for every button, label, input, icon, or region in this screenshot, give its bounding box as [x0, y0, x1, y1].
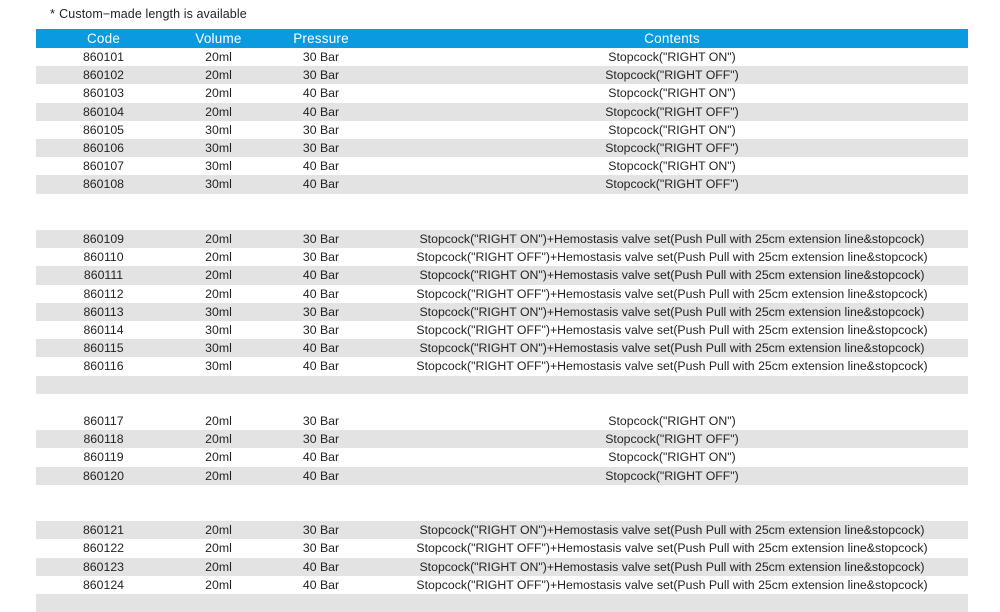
cell-volume: 20ml: [171, 66, 266, 84]
table-spacer-row: [36, 194, 968, 212]
table-row: [36, 248, 968, 266]
cell-volume: 20ml: [171, 448, 266, 466]
cell-code: 860113: [36, 303, 171, 321]
cell-volume: [171, 485, 266, 503]
cell-volume: 20ml: [171, 230, 266, 248]
table-row: [36, 576, 968, 594]
table-row: [36, 448, 968, 466]
table-row: [36, 121, 968, 139]
cell-code: 860112: [36, 285, 171, 303]
cell-volume: 30ml: [171, 303, 266, 321]
cell-code: 860118: [36, 430, 171, 448]
cell-contents: Stopcock("RIGHT ON")+Hemostasis valve set(Push Pull with 25cm extension line&stopcock): [376, 230, 968, 248]
custom-length-note-text: Custom−made length is available: [59, 7, 247, 21]
cell-volume: 30ml: [171, 339, 266, 357]
cell-pressure: 40 Bar: [266, 558, 376, 576]
cell-volume: [171, 212, 266, 230]
cell-code: 860108: [36, 175, 171, 193]
table-row: [36, 430, 968, 448]
cell-code: [36, 194, 171, 212]
cell-volume: 20ml: [171, 248, 266, 266]
cell-contents: Stopcock("RIGHT ON")+Hemostasis valve set(Push Pull with 25cm extension line&stopcock): [376, 303, 968, 321]
cell-contents: [376, 376, 968, 394]
cell-volume: 20ml: [171, 467, 266, 485]
cell-volume: 20ml: [171, 576, 266, 594]
cell-code: [36, 394, 171, 412]
table-body: [36, 48, 968, 612]
table-spacer-row: [36, 594, 968, 612]
cell-pressure: 30 Bar: [266, 48, 376, 66]
cell-pressure: 40 Bar: [266, 103, 376, 121]
cell-pressure: 30 Bar: [266, 412, 376, 430]
table-row: [36, 266, 968, 284]
cell-contents: Stopcock("RIGHT OFF"): [376, 175, 968, 193]
cell-pressure: [266, 594, 376, 612]
cell-volume: 20ml: [171, 266, 266, 284]
cell-pressure: [266, 194, 376, 212]
cell-code: 860120: [36, 467, 171, 485]
table-row: [36, 285, 968, 303]
table-spacer-row: [36, 212, 968, 230]
cell-pressure: 30 Bar: [266, 321, 376, 339]
cell-pressure: 40 Bar: [266, 576, 376, 594]
table-row: [36, 339, 968, 357]
cell-volume: 20ml: [171, 539, 266, 557]
table-header-row: [36, 29, 968, 48]
cell-volume: [171, 376, 266, 394]
table-row: [36, 412, 968, 430]
cell-pressure: 40 Bar: [266, 339, 376, 357]
cell-volume: 20ml: [171, 285, 266, 303]
table-header: [36, 29, 968, 48]
cell-contents: Stopcock("RIGHT ON")+Hemostasis valve set(Push Pull with 25cm extension line&stopcock): [376, 521, 968, 539]
cell-pressure: 30 Bar: [266, 430, 376, 448]
cell-code: [36, 212, 171, 230]
cell-pressure: 30 Bar: [266, 230, 376, 248]
cell-code: 860111: [36, 266, 171, 284]
table-row: [36, 303, 968, 321]
cell-contents: Stopcock("RIGHT OFF"): [376, 139, 968, 157]
cell-volume: 20ml: [171, 521, 266, 539]
cell-volume: [171, 594, 266, 612]
cell-pressure: 30 Bar: [266, 539, 376, 557]
cell-code: 860121: [36, 521, 171, 539]
cell-volume: 30ml: [171, 321, 266, 339]
table-row: [36, 539, 968, 557]
table-row: [36, 357, 968, 375]
cell-pressure: 30 Bar: [266, 121, 376, 139]
cell-code: [36, 376, 171, 394]
table-row: [36, 321, 968, 339]
cell-volume: 20ml: [171, 412, 266, 430]
table-spacer-row: [36, 503, 968, 521]
cell-code: 860110: [36, 248, 171, 266]
column-header-volume: Volume: [171, 29, 266, 48]
cell-pressure: 30 Bar: [266, 66, 376, 84]
cell-pressure: 30 Bar: [266, 521, 376, 539]
cell-code: 860101: [36, 48, 171, 66]
cell-code: 860102: [36, 66, 171, 84]
cell-volume: 30ml: [171, 157, 266, 175]
cell-contents: [376, 212, 968, 230]
cell-volume: 20ml: [171, 430, 266, 448]
cell-code: [36, 485, 171, 503]
cell-code: 860107: [36, 157, 171, 175]
cell-volume: 20ml: [171, 103, 266, 121]
table-row: [36, 230, 968, 248]
cell-contents: Stopcock("RIGHT OFF"): [376, 66, 968, 84]
cell-contents: Stopcock("RIGHT OFF")+Hemostasis valve set(Push Pull with 25cm extension line&stopcock): [376, 285, 968, 303]
table-row: [36, 157, 968, 175]
cell-code: 860117: [36, 412, 171, 430]
cell-contents: [376, 194, 968, 212]
table-row: [36, 558, 968, 576]
cell-volume: 30ml: [171, 121, 266, 139]
cell-code: 860115: [36, 339, 171, 357]
table-row: [36, 48, 968, 66]
cell-contents: Stopcock("RIGHT OFF"): [376, 430, 968, 448]
table-row: [36, 84, 968, 102]
cell-pressure: 40 Bar: [266, 357, 376, 375]
cell-code: [36, 503, 171, 521]
cell-volume: 30ml: [171, 175, 266, 193]
cell-pressure: 40 Bar: [266, 467, 376, 485]
cell-code: 860122: [36, 539, 171, 557]
cell-volume: 20ml: [171, 558, 266, 576]
cell-contents: Stopcock("RIGHT ON"): [376, 121, 968, 139]
cell-contents: Stopcock("RIGHT ON")+Hemostasis valve set(Push Pull with 25cm extension line&stopcock): [376, 266, 968, 284]
cell-pressure: 30 Bar: [266, 139, 376, 157]
cell-code: [36, 594, 171, 612]
cell-code: 860103: [36, 84, 171, 102]
cell-code: 860114: [36, 321, 171, 339]
cell-code: 860105: [36, 121, 171, 139]
cell-volume: 20ml: [171, 48, 266, 66]
cell-contents: Stopcock("RIGHT OFF")+Hemostasis valve set(Push Pull with 25cm extension line&stopcock): [376, 357, 968, 375]
cell-contents: Stopcock("RIGHT ON"): [376, 84, 968, 102]
cell-volume: 30ml: [171, 139, 266, 157]
cell-contents: Stopcock("RIGHT ON"): [376, 448, 968, 466]
table-spacer-row: [36, 394, 968, 412]
cell-code: 860124: [36, 576, 171, 594]
table-spacer-row: [36, 485, 968, 503]
cell-contents: Stopcock("RIGHT ON")+Hemostasis valve set(Push Pull with 25cm extension line&stopcock): [376, 558, 968, 576]
cell-code: 860104: [36, 103, 171, 121]
cell-contents: Stopcock("RIGHT ON"): [376, 412, 968, 430]
table-row: [36, 139, 968, 157]
cell-contents: [376, 394, 968, 412]
cell-code: 860123: [36, 558, 171, 576]
asterisk-icon: *: [50, 6, 56, 21]
cell-contents: Stopcock("RIGHT OFF"): [376, 103, 968, 121]
cell-contents: Stopcock("RIGHT OFF")+Hemostasis valve set(Push Pull with 25cm extension line&stopcock): [376, 576, 968, 594]
cell-contents: [376, 503, 968, 521]
cell-code: 860109: [36, 230, 171, 248]
cell-contents: Stopcock("RIGHT OFF")+Hemostasis valve set(Push Pull with 25cm extension line&stopcock): [376, 248, 968, 266]
cell-volume: 30ml: [171, 357, 266, 375]
cell-pressure: [266, 485, 376, 503]
product-code-table: [36, 29, 968, 612]
cell-pressure: 30 Bar: [266, 248, 376, 266]
cell-pressure: [266, 376, 376, 394]
cell-code: 860106: [36, 139, 171, 157]
cell-pressure: 40 Bar: [266, 448, 376, 466]
cell-volume: [171, 394, 266, 412]
column-header-contents: Contents: [376, 29, 968, 48]
cell-pressure: 40 Bar: [266, 285, 376, 303]
table-row: [36, 467, 968, 485]
cell-pressure: [266, 394, 376, 412]
cell-contents: Stopcock("RIGHT ON"): [376, 157, 968, 175]
cell-pressure: 30 Bar: [266, 303, 376, 321]
table-spacer-row: [36, 376, 968, 394]
cell-volume: [171, 194, 266, 212]
cell-contents: Stopcock("RIGHT OFF")+Hemostasis valve set(Push Pull with 25cm extension line&stopcock): [376, 539, 968, 557]
custom-length-note: [50, 6, 247, 21]
cell-pressure: [266, 503, 376, 521]
cell-pressure: 40 Bar: [266, 157, 376, 175]
cell-code: 860116: [36, 357, 171, 375]
cell-contents: Stopcock("RIGHT OFF")+Hemostasis valve set(Push Pull with 25cm extension line&stopcock): [376, 321, 968, 339]
table-row: [36, 175, 968, 193]
column-header-code: Code: [36, 29, 171, 48]
cell-volume: [171, 503, 266, 521]
cell-volume: 20ml: [171, 84, 266, 102]
table-row: [36, 103, 968, 121]
cell-contents: [376, 594, 968, 612]
cell-pressure: 40 Bar: [266, 266, 376, 284]
cell-pressure: 40 Bar: [266, 84, 376, 102]
cell-contents: Stopcock("RIGHT ON")+Hemostasis valve set(Push Pull with 25cm extension line&stopcock): [376, 339, 968, 357]
cell-code: 860119: [36, 448, 171, 466]
table-row: [36, 66, 968, 84]
cell-contents: Stopcock("RIGHT OFF"): [376, 467, 968, 485]
column-header-pressure: Pressure: [266, 29, 376, 48]
table-row: [36, 521, 968, 539]
cell-pressure: [266, 212, 376, 230]
cell-contents: Stopcock("RIGHT ON"): [376, 48, 968, 66]
cell-contents: [376, 485, 968, 503]
cell-pressure: 40 Bar: [266, 175, 376, 193]
